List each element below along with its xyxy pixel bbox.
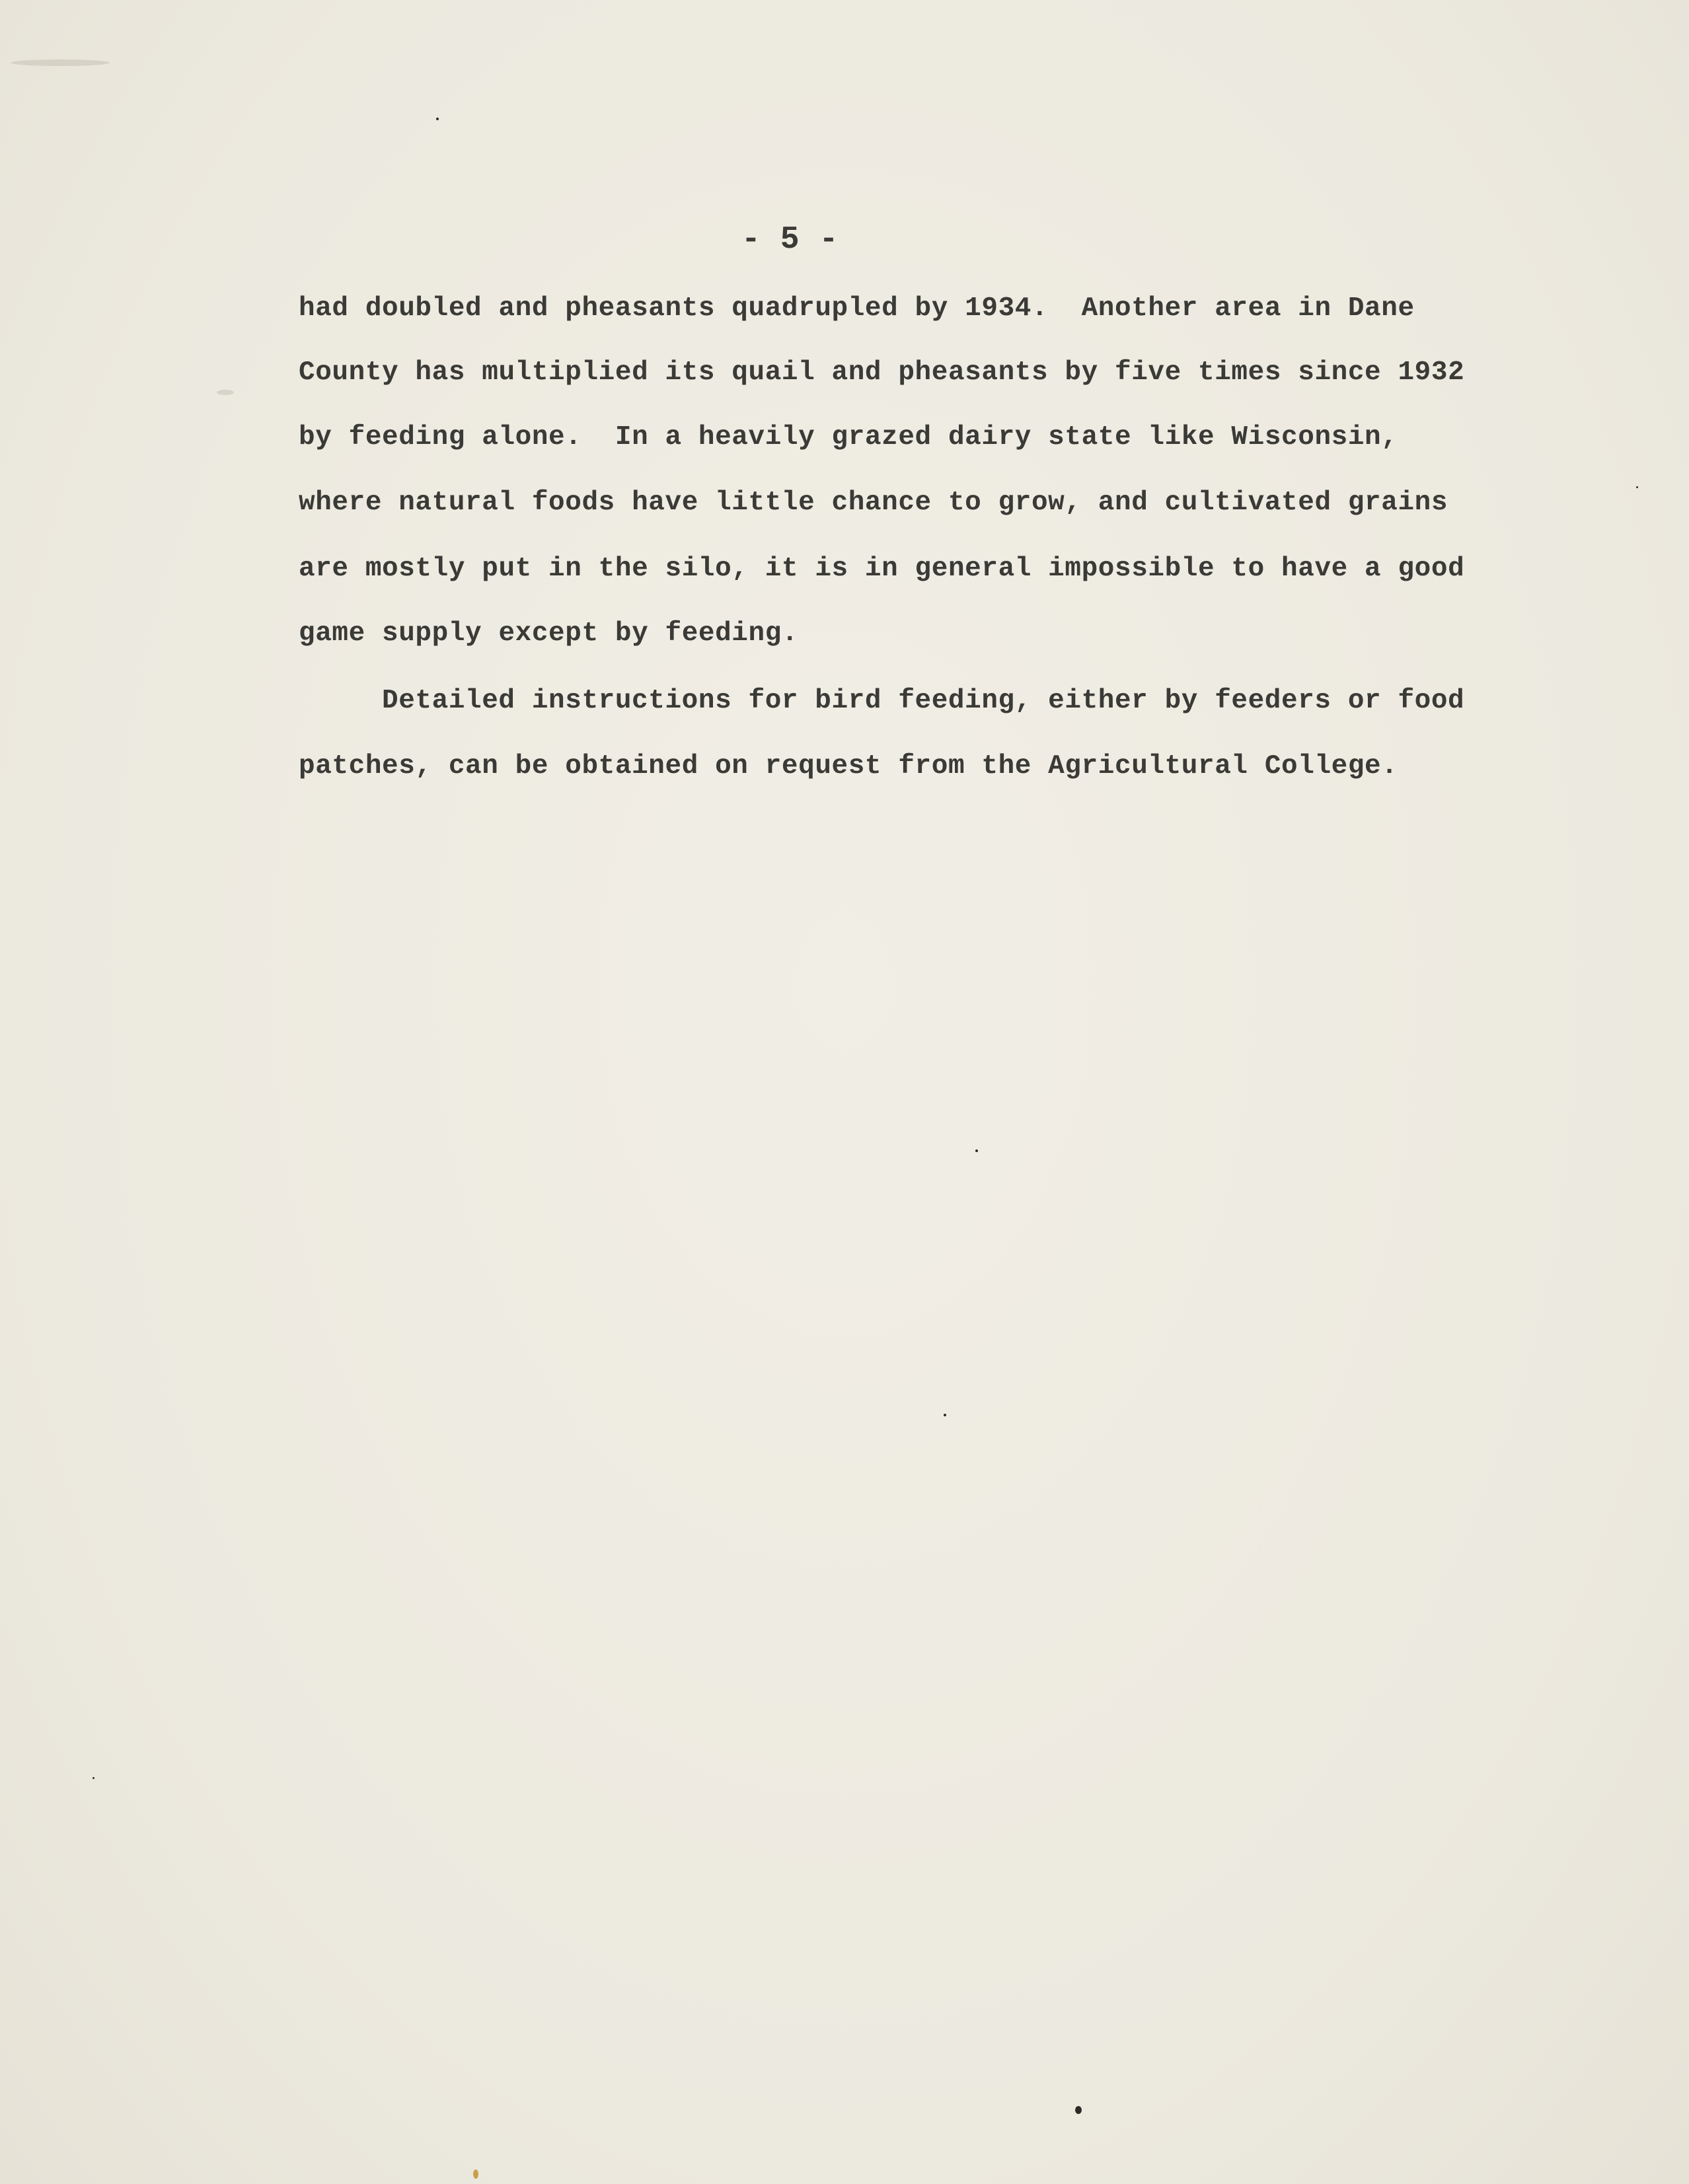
text-line: are mostly put in the silo, it is in general impossible to have a good — [299, 554, 1465, 584]
text-line: where natural foods have little chance to grow, and cultivated grains — [299, 488, 1448, 518]
text-line: by feeding alone. In a heavily grazed dairy state like Wisconsin, — [299, 422, 1398, 453]
text-line: game supply except by feeding. — [299, 618, 799, 649]
paper-mark — [217, 390, 234, 395]
ink-speck — [975, 1149, 978, 1152]
paper-mark — [11, 59, 110, 66]
text-line: had doubled and pheasants quadrupled by 1934. Another area in Dane — [299, 293, 1415, 324]
page-number: - 5 - — [741, 222, 839, 258]
ink-speck — [1636, 486, 1638, 488]
ink-speck — [944, 1414, 946, 1416]
text-line: patches, can be obtained on request from the Agricultural College. — [299, 751, 1398, 782]
text-line: County has multiplied its quail and pheasants by five times since 1932 — [299, 357, 1465, 388]
ink-speck — [473, 2169, 478, 2179]
ink-speck — [93, 1777, 94, 1779]
ink-speck — [1075, 2106, 1082, 2114]
text-line: Detailed instructions for bird feeding, either by feeders or food — [382, 686, 1465, 716]
ink-speck — [436, 118, 439, 120]
